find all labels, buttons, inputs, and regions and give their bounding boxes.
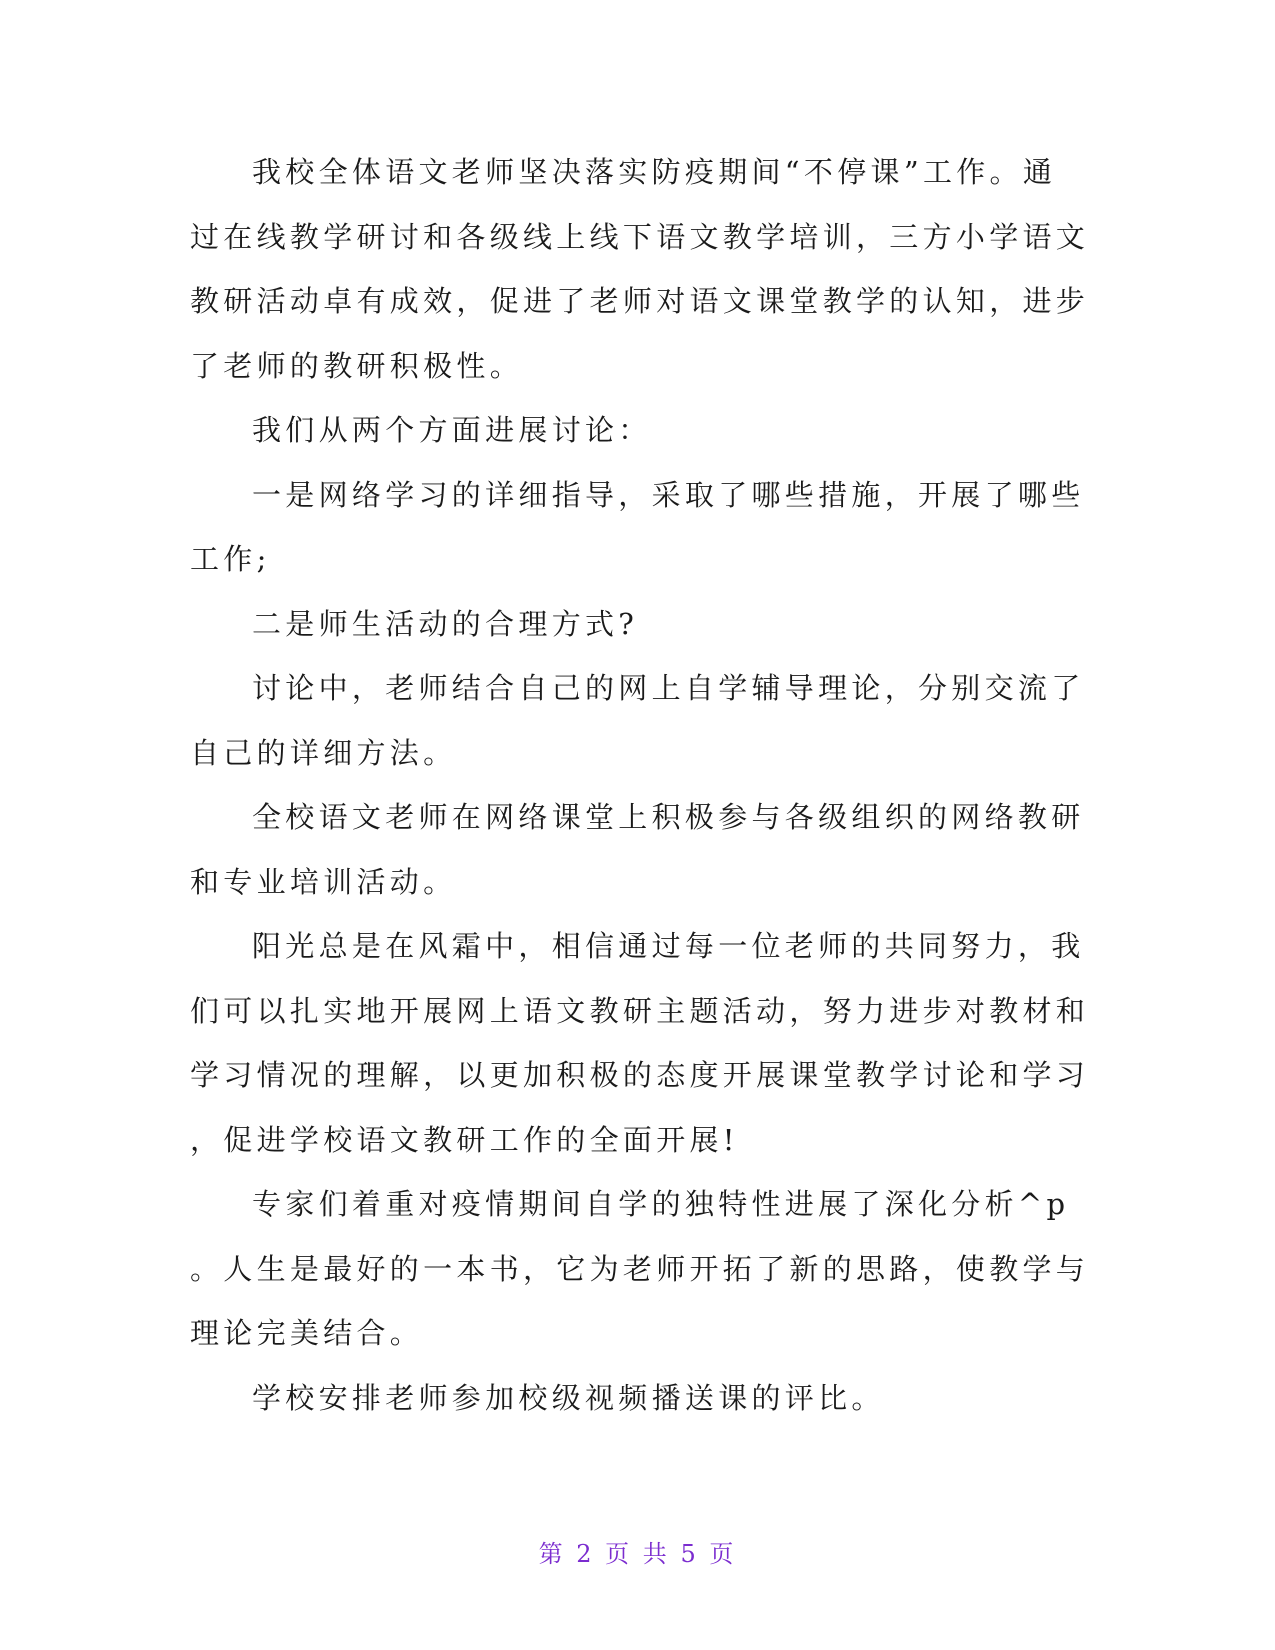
paragraph-line: 了老师的教研积极性。 [190, 348, 524, 383]
paragraph-line: 阳光总是在风霜中，相信通过每一位老师的共同努力，我 [252, 929, 1085, 963]
paragraph-line: 理论完美结合。 [190, 1316, 424, 1350]
paragraph-line: 和专业培训活动。 [190, 864, 457, 899]
paragraph-line: 我校全体语文老师坚决落实防疫期间“不停课”工作。通 [252, 155, 1057, 189]
paragraph-line: 我们从两个方面进展讨论： [252, 413, 652, 447]
paragraph-line: 教研活动卓有成效，促进了老师对语文课堂教学的认知，进步 [190, 284, 1090, 318]
paragraph-line: 全校语文老师在网络课堂上积极参与各级组织的网络教研 [252, 800, 1085, 834]
paragraph-line: 讨论中，老师结合自己的网上自学辅导理论，分别交流了 [252, 671, 1085, 705]
page-number-footer: 第 2 页 共 5 页 [538, 1540, 737, 1568]
paragraph-line: 。人生是最好的一本书，它为老师开拓了新的思路，使教学与 [190, 1251, 1090, 1286]
paragraph-line: 学习情况的理解，以更加积极的态度开展课堂教学讨论和学习 [190, 1058, 1090, 1092]
paragraph-line: 一是网络学习的详细指导，采取了哪些措施，开展了哪些 [252, 477, 1085, 512]
paragraph-line: 们可以扎实地开展网上语文教研主题活动，努力进步对教材和 [190, 993, 1090, 1028]
paragraph-line: ，促进学校语文教研工作的全面开展! [190, 1122, 739, 1157]
paragraph-line: 工作; [190, 542, 271, 576]
paragraph-line: 自己的详细方法。 [190, 735, 457, 770]
paragraph-line: 过在线教学研讨和各级线上线下语文教学培训，三方小学语文 [190, 219, 1090, 254]
paragraph-line: 二是师生活动的合理方式? [252, 606, 639, 641]
paragraph-line: 专家们着重对疫情期间自学的独特性进展了深化分析^p [252, 1187, 1070, 1221]
paragraph-line: 学校安排老师参加校级视频播送课的评比。 [252, 1380, 885, 1415]
document-body [190, 140, 1090, 1430]
